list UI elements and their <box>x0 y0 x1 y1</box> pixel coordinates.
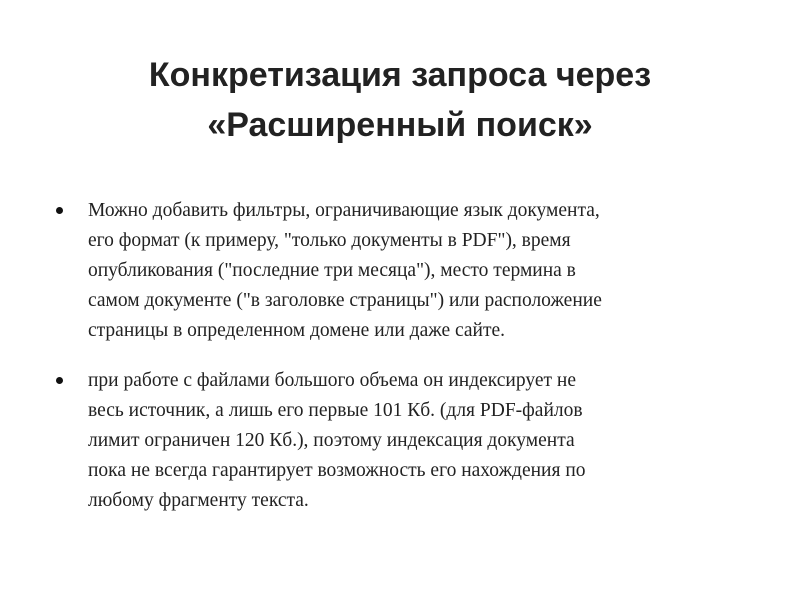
bullet-list <box>48 196 768 536</box>
bullet-item-filters <box>48 196 768 346</box>
bullet-text-line: опубликования ("последние три месяца"), место термина в <box>88 260 576 281</box>
bullet-item-file-size <box>48 366 768 516</box>
bullet-text-line: его формат (к примеру, "только документы в PDF"), время <box>88 230 571 251</box>
bullet-text-line: при работе с файлами большого объема он индексирует не <box>88 370 576 391</box>
bullet-dot-icon <box>56 377 63 384</box>
bullet-text-line: любому фрагменту текста. <box>88 490 309 511</box>
bullet-dot-icon <box>56 207 63 214</box>
title-line-2: «Расширенный поиск» <box>207 106 593 144</box>
bullet-text-line: лимит ограничен 120 Кб.), поэтому индексация документа <box>88 430 575 451</box>
title-line-1: Конкретизация запроса через <box>148 56 652 94</box>
bullet-text-line: пока не всегда гарантирует возможность его нахождения по <box>88 460 586 481</box>
bullet-text-line: страницы в определенном домене или даже сайте. <box>88 320 506 341</box>
bullet-text-line: самом документе ("в заголовке страницы") или расположение <box>88 290 602 311</box>
bullet-text-line: Можно добавить фильтры, ограничивающие язык документа, <box>88 200 600 221</box>
slide-title <box>60 50 740 150</box>
bullet-text-line: весь источник, а лишь его первые 101 Кб. (для PDF-файлов <box>88 400 583 421</box>
